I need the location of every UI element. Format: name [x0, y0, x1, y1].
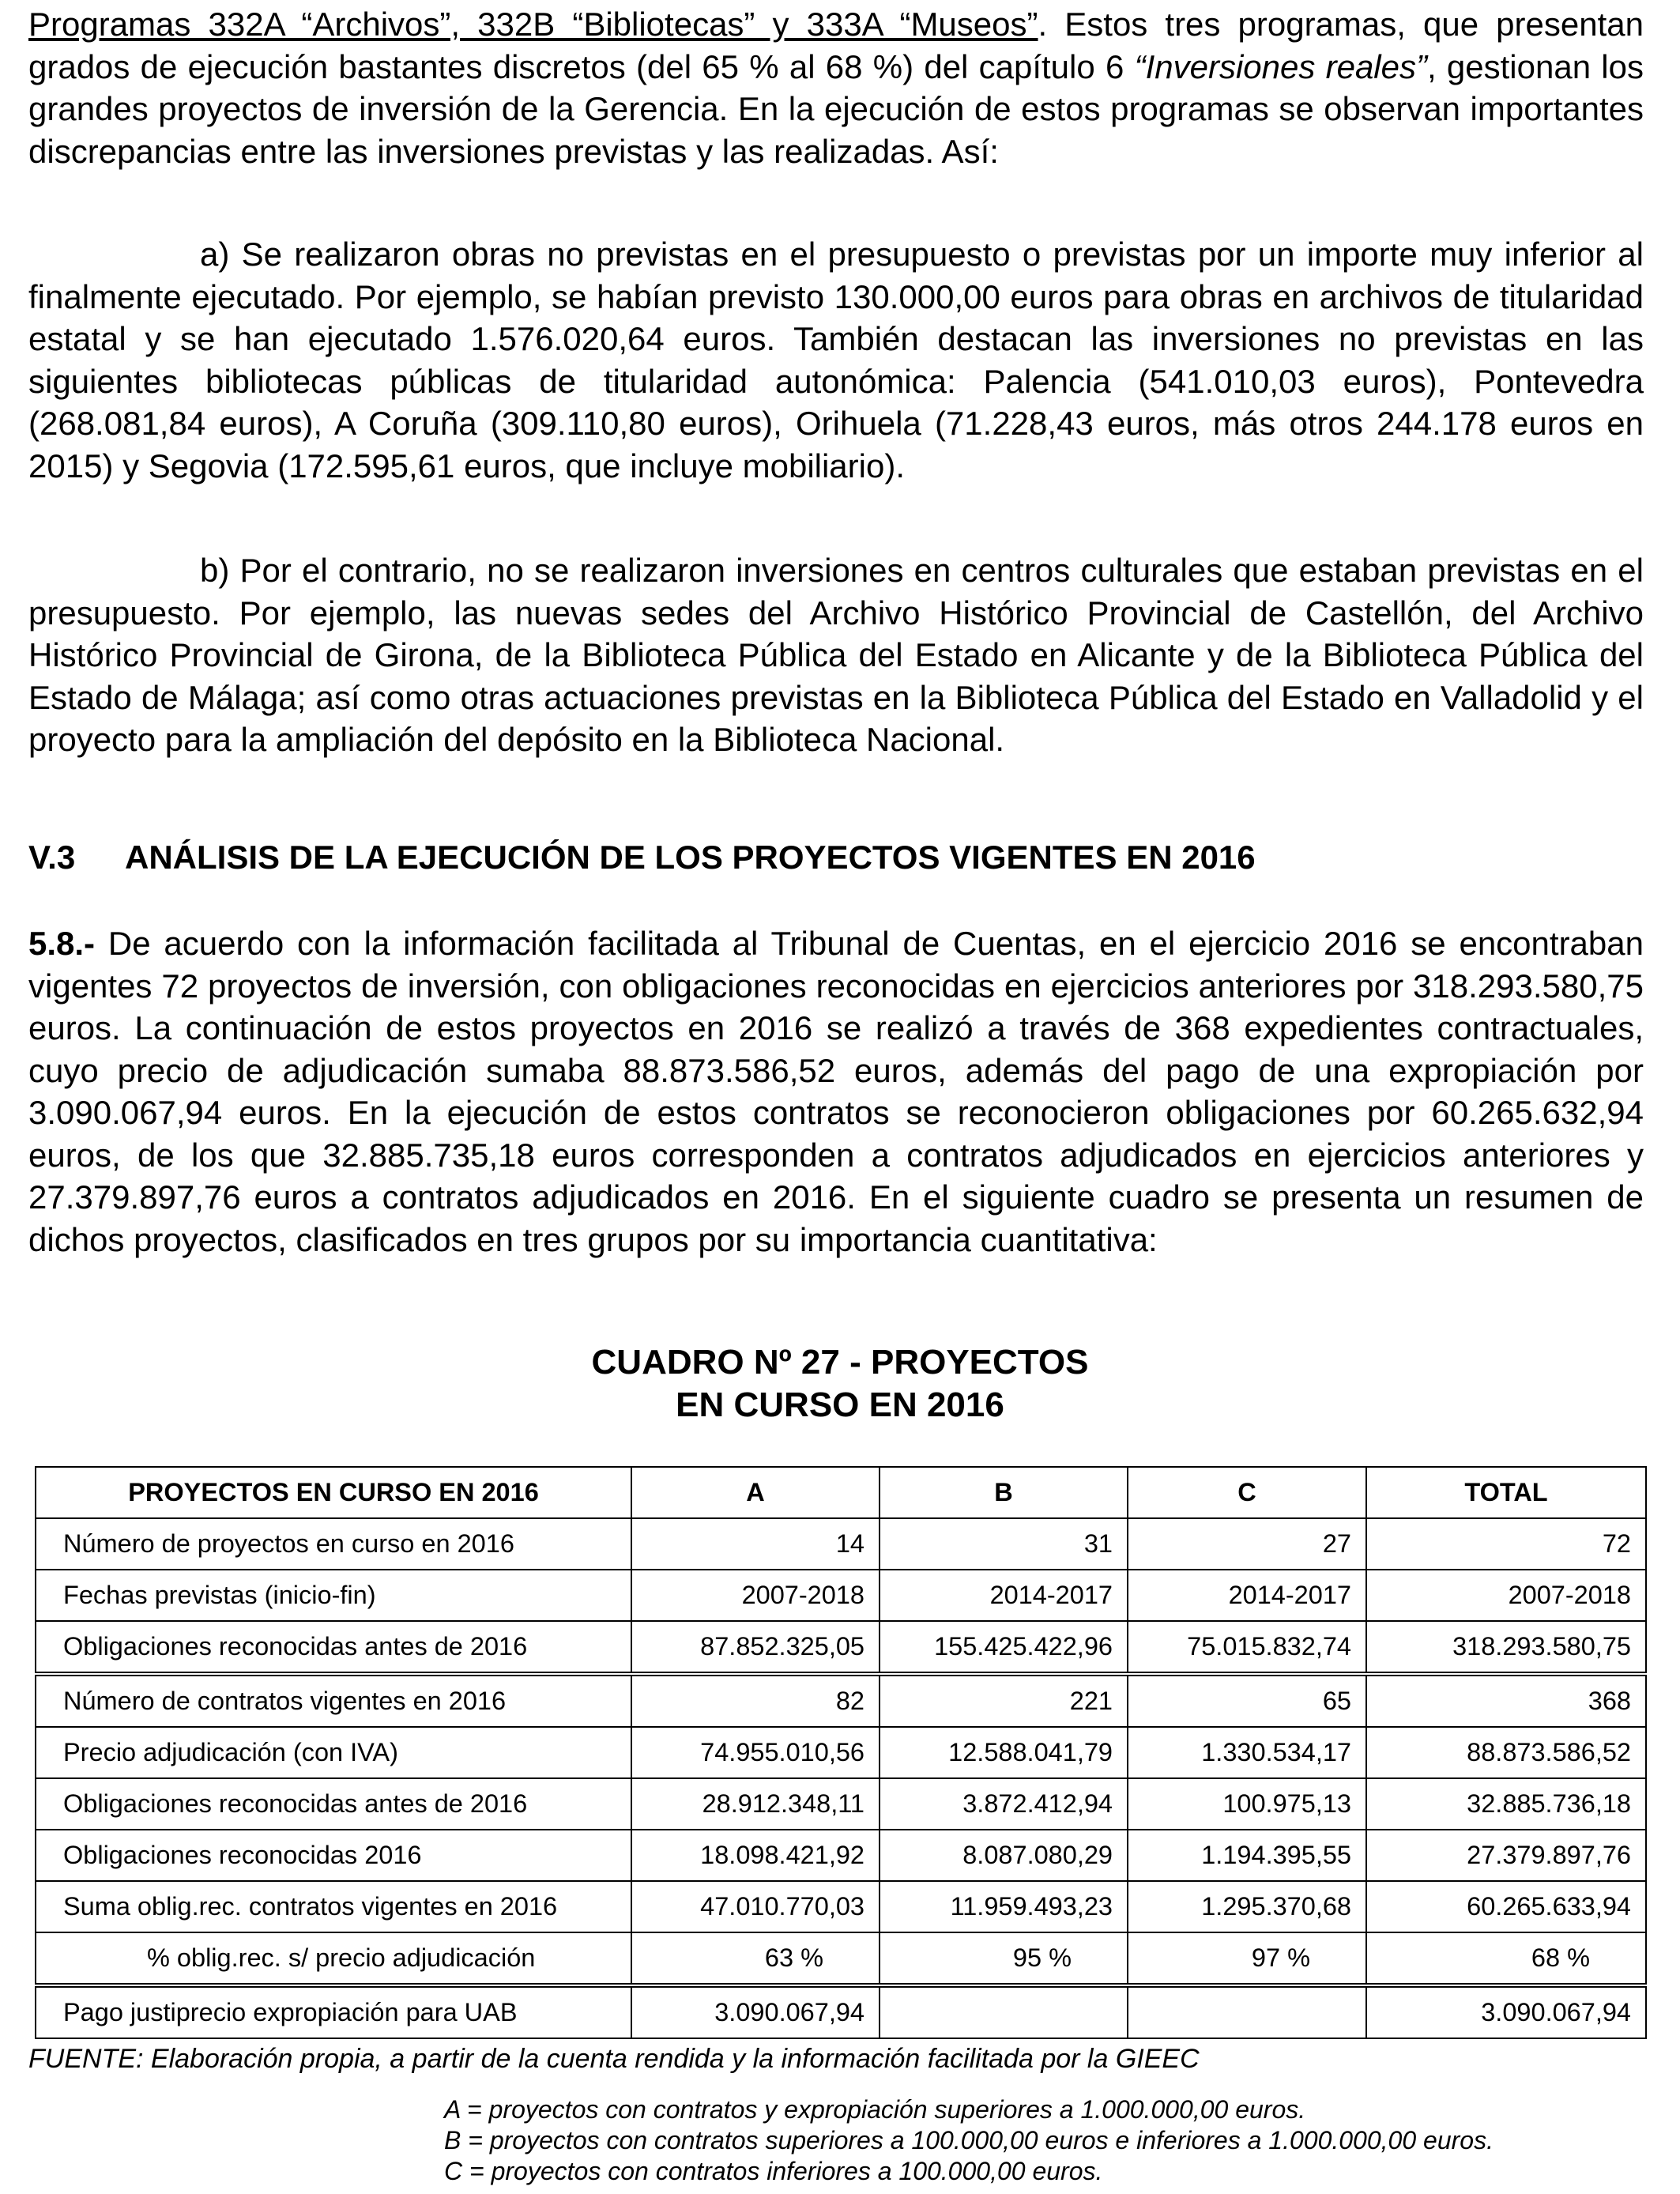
table-row: [36, 1674, 1646, 1727]
row-label: Número de proyectos en curso en 2016: [36, 1518, 631, 1570]
intro-text-1: . Estos tres programas, que presentan grados de ejecución bastantes discretos (del 65 % al 68 %) del capítulo 6: [28, 6, 1644, 85]
table-cell: 97 %: [1128, 1932, 1366, 1985]
table-cell: 1.194.395,55: [1128, 1830, 1366, 1881]
table-row: [36, 1570, 1646, 1621]
table-cell: 72: [1366, 1518, 1646, 1570]
table-cell: [1128, 1985, 1366, 2038]
programs-heading: Programas 332A “Archivos”, 332B “Bibliotecas” y 333A “Museos”: [28, 6, 1038, 43]
table-row: [36, 1621, 1646, 1674]
row-label: Número de contratos vigentes en 2016: [36, 1674, 631, 1727]
table-cell: 68 %: [1366, 1932, 1646, 1985]
table-cell: 31: [880, 1518, 1128, 1570]
table-cell: 14: [631, 1518, 880, 1570]
intro-paragraph: [28, 3, 1644, 172]
table-header: PROYECTOS EN CURSO EN 2016: [36, 1467, 631, 1518]
table-row: [36, 1830, 1646, 1881]
note-b: B = proyectos con contratos superiores a 100.000,00 euros e inferiores a 1.000.000,00 euros.: [444, 2126, 1494, 2154]
table-cell: 368: [1366, 1674, 1646, 1727]
table-cell: 75.015.832,74: [1128, 1621, 1366, 1674]
table-header-row: [36, 1467, 1646, 1518]
table-cell: 2014-2017: [880, 1570, 1128, 1621]
table-cell: 27: [1128, 1518, 1366, 1570]
table-header: C: [1128, 1467, 1366, 1518]
table-row: [36, 1985, 1646, 2038]
table-cell: 11.959.493,23: [880, 1881, 1128, 1932]
table-row: [36, 1778, 1646, 1830]
table-cell: 1.295.370,68: [1128, 1881, 1366, 1932]
section-heading: [28, 836, 1644, 878]
table-cell: 32.885.736,18: [1366, 1778, 1646, 1830]
row-label: Obligaciones reconocidas 2016: [36, 1830, 631, 1881]
paragraph-text: De acuerdo con la información facilitada al Tribunal de Cuentas, en el ejercicio 2016 se encontraban vigentes 72 proyectos de inversión, con obligaciones reconocidas en ejercicios anteriores por 318.293.580,75 euros. La continuación de estos proyectos en 2016 se realizó a través de 368 expedientes contractuales, cuyo precio de adjudicación sumaba 88.873.586,52 euros, además del pago de una expropiación por 3.090.067,94 euros. En la ejecución de estos contratos se reconocieron obligaciones por 60.265.632,94 euros, de los que 32.885.735,18 euros corresponden a contratos adjudicados en ejercicios anteriores y 27.379.897,76 euros a contratos adjudicados en 2016. En el siguiente cuadro se presenta un resumen de dichos proyectos, clasificados en tres grupos por su importancia cuantitativa:: [28, 925, 1644, 1258]
paragraph-label: 5.8.-: [28, 925, 96, 962]
paragraph-b: b) Por el contrario, no se realizaron inversiones en centros culturales que estaban previstas en el presupuesto. Por ejemplo, las nuevas sedes del Archivo Histórico Provincial de Castellón, del Archivo Histórico Provincial de Girona, de la Biblioteca Pública del Estado en Alicante y de la Biblioteca Pública del Estado de Málaga; así como otras actuaciones previstas en la Biblioteca Pública del Estado en Valladolid y el proyecto para la ampliación del depósito en la Biblioteca Nacional.: [28, 552, 1644, 758]
table-row: [36, 1881, 1646, 1932]
table-row: [36, 1518, 1646, 1570]
table-cell: 3.872.412,94: [880, 1778, 1128, 1830]
table-cell: 12.588.041,79: [880, 1727, 1128, 1778]
table-cell: 318.293.580,75: [1366, 1621, 1646, 1674]
table-cell: 1.330.534,17: [1128, 1727, 1366, 1778]
projects-table: [35, 1466, 1647, 2039]
table-header: B: [880, 1467, 1128, 1518]
table-header: A: [631, 1467, 880, 1518]
table-cell: 221: [880, 1674, 1128, 1727]
section-title: ANÁLISIS DE LA EJECUCIÓN DE LOS PROYECTOS VIGENTES EN 2016: [125, 839, 1256, 876]
paragraph-5-8: [28, 922, 1644, 1261]
intro-italic: “Inversiones reales”: [1134, 47, 1427, 85]
row-label: Fechas previstas (inicio-fin): [36, 1570, 631, 1621]
table-cell: 2007-2018: [1366, 1570, 1646, 1621]
table-header: TOTAL: [1366, 1467, 1646, 1518]
note-c: C = proyectos con contratos inferiores a 100.000,00 euros.: [444, 2157, 1103, 2185]
table-cell: 2007-2018: [631, 1570, 880, 1621]
table-row: [36, 1932, 1646, 1985]
row-label: Precio adjudicación (con IVA): [36, 1727, 631, 1778]
table-cell: 27.379.897,76: [1366, 1830, 1646, 1881]
table-notes: [444, 2094, 1494, 2187]
table-cell: 155.425.422,96: [880, 1621, 1128, 1674]
row-label: Obligaciones reconocidas antes de 2016: [36, 1778, 631, 1830]
row-label: Pago justiprecio expropiación para UAB: [36, 1985, 631, 2038]
table-cell: [880, 1985, 1128, 2038]
table-cell: 82: [631, 1674, 880, 1727]
note-a: A = proyectos con contratos y expropiación superiores a 1.000.000,00 euros.: [444, 2095, 1306, 2124]
table-cell: 63 %: [631, 1932, 880, 1985]
table-cell: 8.087.080,29: [880, 1830, 1128, 1881]
table-cell: 47.010.770,03: [631, 1881, 880, 1932]
row-label: Suma oblig.rec. contratos vigentes en 2016: [36, 1881, 631, 1932]
intro-text-2: , gestionan los grandes proyectos de inversión de la Gerencia. En la ejecución de estos programas se observan importantes discrepancias entre las inversiones previstas y las realizadas. Así:: [28, 47, 1644, 170]
table-cell: 2014-2017: [1128, 1570, 1366, 1621]
table-cell: 87.852.325,05: [631, 1621, 880, 1674]
table-cell: 3.090.067,94: [631, 1985, 880, 2038]
table-title-line1: CUADRO Nº 27 - PROYECTOS: [591, 1343, 1089, 1382]
table-cell: 60.265.633,94: [1366, 1881, 1646, 1932]
section-number: V.3: [28, 839, 76, 876]
table-source: FUENTE: Elaboración propia, a partir de la cuenta rendida y la información facilitada por la GIEEC: [28, 2044, 1200, 2074]
table-cell: 28.912.348,11: [631, 1778, 880, 1830]
table-row: [36, 1727, 1646, 1778]
table-cell: 95 %: [880, 1932, 1128, 1985]
table-cell: 100.975,13: [1128, 1778, 1366, 1830]
row-label: % oblig.rec. s/ precio adjudicación: [36, 1932, 631, 1985]
table-cell: 88.873.586,52: [1366, 1727, 1646, 1778]
paragraph-a: a) Se realizaron obras no previstas en el presupuesto o previstas por un importe muy inferior al finalmente ejecutado. Por ejemplo, se habían previsto 130.000,00 euros para obras en archivos de titularidad estatal y se han ejecutado 1.576.020,64 euros. También destacan las inversiones no previstas en las siguientes bibliotecas públicas de titularidad autonómica: Palencia (541.010,03 euros), Pontevedra (268.081,84 euros), A Coruña (309.110,80 euros), Orihuela (71.228,43 euros, más otros 244.178 euros en 2015) y Segovia (172.595,61 euros, que incluye mobiliario).: [28, 236, 1644, 484]
table-cell: 65: [1128, 1674, 1366, 1727]
table-cell: 3.090.067,94: [1366, 1985, 1646, 2038]
row-label: Obligaciones reconocidas antes de 2016: [36, 1621, 631, 1674]
table-cell: 18.098.421,92: [631, 1830, 880, 1881]
table-title-line2: EN CURSO EN 2016: [676, 1385, 1004, 1424]
table-cell: 74.955.010,56: [631, 1727, 880, 1778]
